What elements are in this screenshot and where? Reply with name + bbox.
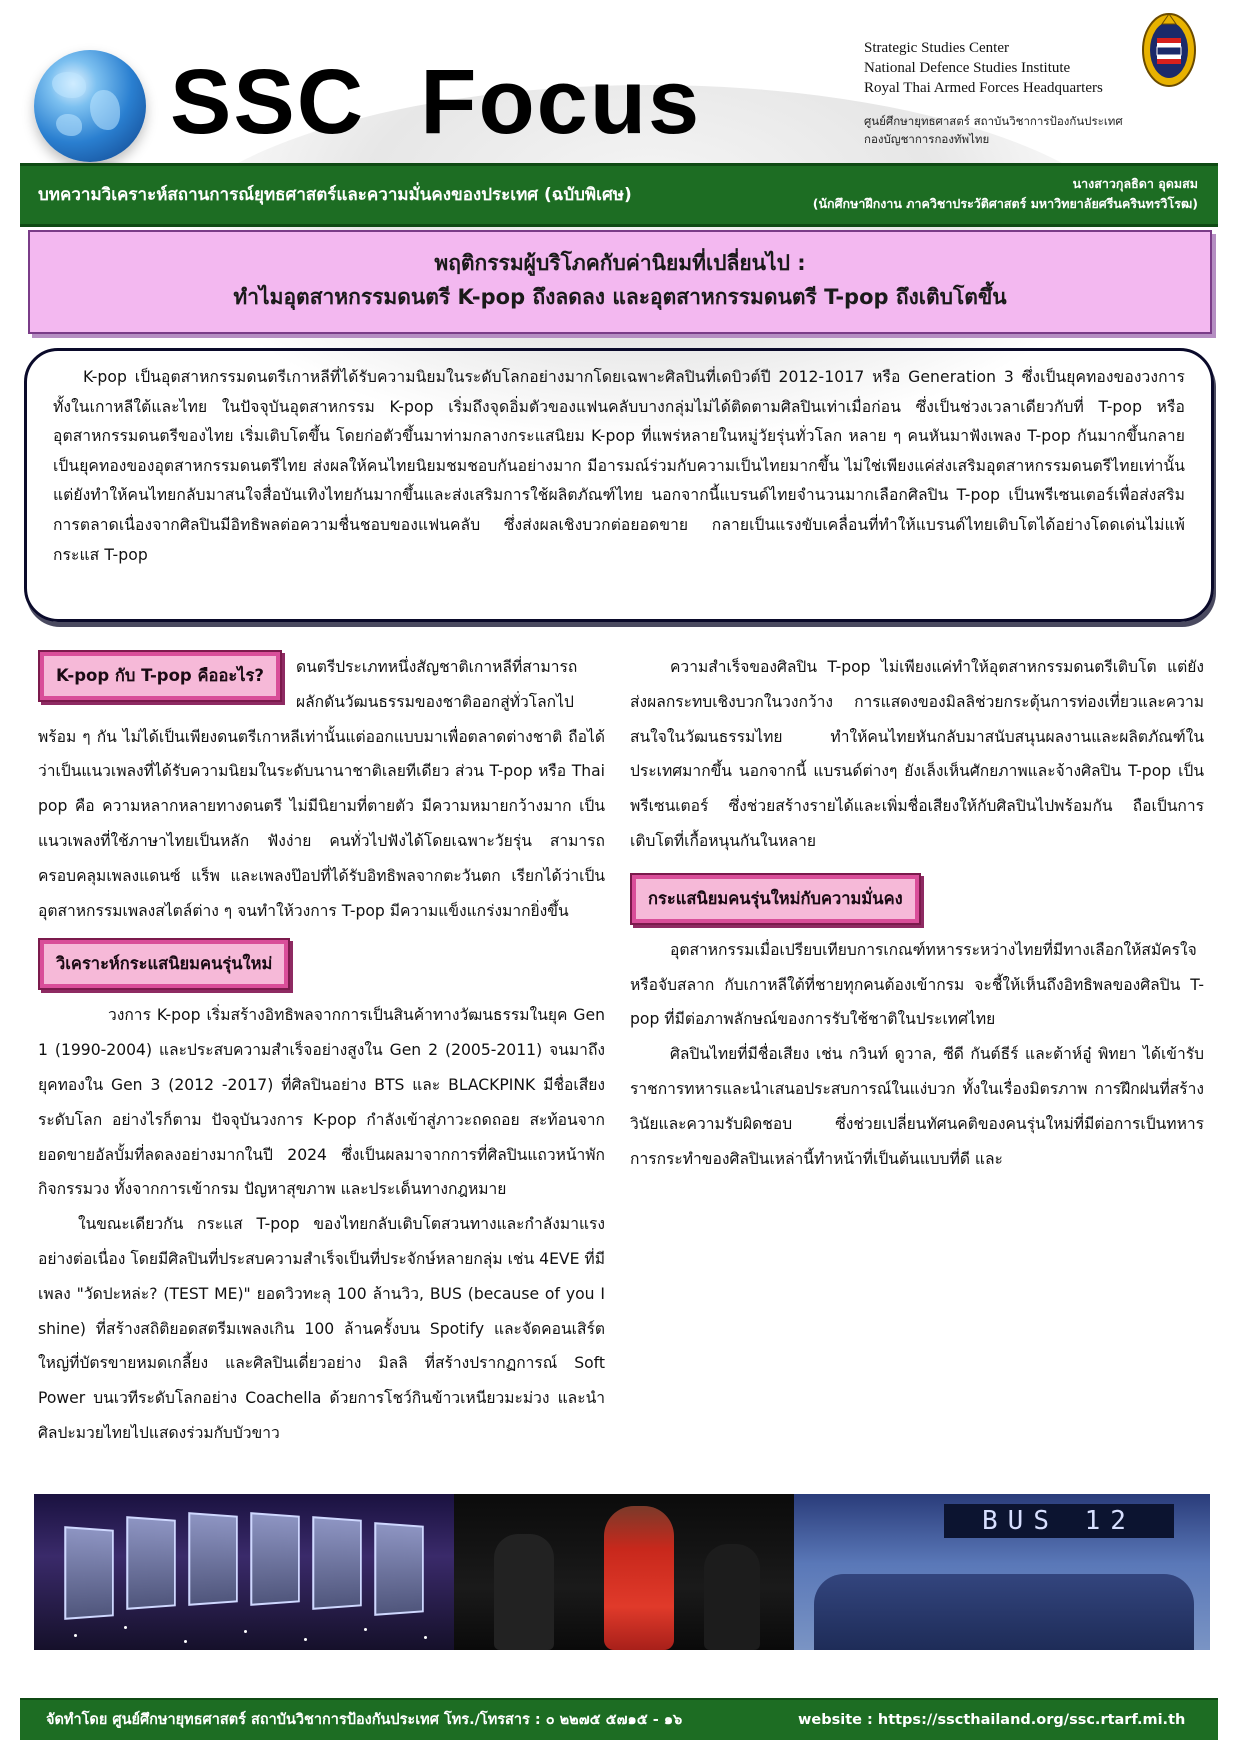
section-heading-analysis <box>38 938 290 990</box>
section-heading-security <box>630 873 921 925</box>
article-title-line2: ทำไมอุตสาหกรรมดนตรี K-pop ถึงลดลง และอุตสาหกรรมดนตรี T-pop ถึงเติบโตขึ้น <box>233 285 1007 309</box>
institution-english <box>864 38 1144 98</box>
article-title-box <box>28 230 1212 334</box>
section-heading-label: กระแสนิยมคนรุ่นใหม่กับความมั่นคง <box>636 879 915 919</box>
institution-line: Royal Thai Armed Forces Headquarters <box>864 80 1103 96</box>
stage-board-text: BUS 12 <box>944 1504 1174 1538</box>
article-title-line1: พฤติกรรมผู้บริโภคกับค่านิยมที่เปลี่ยนไป : <box>434 251 806 275</box>
institution-line: Strategic Studies Center <box>864 40 1009 56</box>
section-paragraph: ศิลปินไทยที่มีชื่อเสียง เช่น กวินท์ ดูวาล, ซีดี กันต์ธีร์ และต้าห์อู๋ พิทยา ได้เข้ารับราชการทหารและนำเสนอประสบการณ์ในแง่บวก ทั้งในเรื่องมิตรภาพ การฝึกฝนที่สร้างวินัยและความรับผิดชอบ ซึ่งช่วยเปลี่ยนทัศนคติของคนรุ่นใหม่ที่มีต่อการเป็นทหาร การกระทำของศิลปินเหล่านี้ทำหน้าที่เป็นต้นแบบที่ดี และ <box>630 1045 1204 1168</box>
abstract-box <box>24 348 1214 622</box>
footer-website-link[interactable]: website : https://sscthailand.org/ssc.rtarf.mi.th <box>798 1712 1186 1728</box>
concert-photo-group <box>794 1494 1210 1650</box>
brand-title: SSC Focus <box>170 51 702 153</box>
section-heading-label: K-pop กับ T-pop คืออะไร? <box>44 656 276 696</box>
author-block <box>813 174 1198 214</box>
banner-subtitle: บทความวิเคราะห์สถานการณ์ยุทธศาสตร์และความมั่นคงของประเทศ (ฉบับพิเศษ) <box>38 185 632 205</box>
institution-thai-line: กองบัญชาการกองทัพไทย <box>864 132 990 146</box>
author-role: (นักศึกษาฝึกงาน ภาควิชาประวัติศาสตร์ มหาวิทยาลัยศรีนครินทรวิโรฒ) <box>812 196 1198 211</box>
institution-line: National Defence Studies Institute <box>864 60 1071 76</box>
header-banner <box>20 163 1218 227</box>
globe-icon <box>34 50 146 162</box>
footer-bar <box>20 1698 1218 1740</box>
section-paragraph: ในขณะเดียวกัน กระแส T-pop ของไทยกลับเติบโตสวนทางและกำลังมาแรงอย่างต่อเนื่อง โดยมีศิลปินที่ประสบความสำเร็จเป็นที่ประจักษ์หลายกลุ่ม เช่น 4EVE ที่มีเพลง "วัดปะหล่ะ? (TEST ME)" ยอดวิวทะลุ 100 ล้านวิว, BUS (because of you I shine) ที่สร้างสถิติยอดสตรีมเพลงเกิน 100 ล้านครั้งบน Spotify และจัดคอนเสิร์ตใหญ่ที่บัตรขายหมดเกลี้ยง และศิลปินเดี่ยวอย่าง มิลลิ ที่สร้างปรากฏการณ์ Soft Power บนเวทีระดับโลกอย่าง Coachella ด้วยการโชว์กินข้าวเหนียวมะม่วง และนำศิลปะมวยไทยไปแสดงร่วมกับบัวขาว <box>38 1215 605 1442</box>
section-paragraph: อุตสาหกรรมเมื่อเปรียบเทียบการเกณฑ์ทหารระหว่างไทยที่มีทางเลือกให้สมัครใจหรือจับสลาก กับเกาหลีใต้ที่ชายทุกคนต้องเข้ากรม จะชี้ให้เห็นถึงอิทธิพลของศิลปิน T-pop ที่มีต่อภาพลักษณ์ของการรับใช้ชาติในประเทศไทย <box>630 940 1204 1029</box>
section-paragraph: วงการ K-pop เริ่มสร้างอิทธิพลจากการเป็นสินค้าทางวัฒนธรรมในยุค Gen 1 (1990-2004) และประสบความสำเร็จอย่างสูงใน Gen 2 (2005-2011) จนมาถึงยุคทองใน Gen 3 (2012 -2017) ที่ศิลปินอย่าง BTS และ BLACKPINK มีชื่อเสียงระดับโลก อย่างไรก็ตาม ปัจจุบันวงการ K-pop กำลังเข้าสู่ภาวะถดถอย สะท้อนจากยอดขายอัลบั้มที่ลดลงอย่างมากในปี 2024 ซึ่งเป็นผลมาจากการที่ศิลปินแถวหน้าพักกิจกรรมวง ทั้งจากการเข้ากรม ปัญหาสุขภาพ และประเด็นทางกฎหมาย <box>38 1006 605 1199</box>
left-column <box>38 650 605 1442</box>
section-heading-kpop-tpop <box>38 650 282 702</box>
section-heading-label: วิเคราะห์กระแสนิยมคนรุ่นใหม่ <box>44 944 284 984</box>
section-paragraph: ความสำเร็จของศิลปิน T-pop ไม่เพียงแค่ทำให้อุตสาหกรรมดนตรีเติบโต แต่ยังส่งผลกระทบเชิงบวกในวงกว้าง การแสดงของมิลลิช่วยกระตุ้นการท่องเที่ยวและความสนใจในวัฒนธรรมไทย ทำให้คนไทยหันกลับมาสนับสนุนผลงานและผลิตภัณฑ์ในประเทศมากขึ้น นอกจากนี้ แบรนด์ต่างๆ ยังเล็งเห็นศักยภาพและจ้างศิลปิน T-pop เป็นพรีเซนเตอร์ ซึ่งช่วยสร้างรายได้และเพิ่มชื่อเสียงให้กับศิลปินไปพร้อมกัน ถือเป็นการเติบโตที่เกื้อหนุนกันในหลาย <box>630 658 1204 850</box>
institution-thai-line: ศูนย์ศึกษายุทธศาสตร์ สถาบันวิชาการป้องกันประเทศ <box>864 114 1123 128</box>
concert-photo-stage-screens <box>34 1494 454 1650</box>
author-name: นางสาวกุลธิดา อุดมสม <box>1072 176 1198 191</box>
concert-photo-strip <box>34 1494 1210 1650</box>
institution-thai <box>864 112 1204 148</box>
right-column <box>630 650 1204 1176</box>
armed-forces-emblem-icon <box>1140 10 1198 90</box>
abstract-text: K-pop เป็นอุตสาหกรรมดนตรีเกาหลีที่ได้รับความนิยมในระดับโลกอย่างมากโดยเฉพาะศิลปินที่เดบิวต์ปี 2012-1017 หรือ Generation 3 ซึ่งเป็นยุคทองของวงการทั้งในเกาหลีใต้และไทย ในปัจจุบันอุตสาหกรรม K-pop เริ่มถึงจุดอิ่มตัวของแฟนคลับบางกลุ่มไม่ได้ติดตามศิลปินเท่าเมื่อก่อน ซึ่งเป็นช่วงเวลาเดียวกับที่ T-pop หรือ อุตสาหกรรมดนตรีของไทย เริ่มเติบโตขึ้น โดยก่อตัวขึ้นมาท่ามกลางกระแสนิยม K-pop ที่แพร่หลายในหมู่วัยรุ่นทั่วโลก หลาย ๆ คนหันมาฟังเพลง T-pop กันมากขึ้นกลายเป็นยุคทองของอุตสาหกรรมดนตรีไทย ส่งผลให้คนไทยนิยมชมชอบกันอย่างมาก มีอารมณ์ร่วมกับความเป็นไทยมากขึ้น ไม่ใช่เพียงแค่ส่งเสริมอุตสาหกรรมดนตรีไทยเท่านั้นแต่ยังทำให้คนไทยกลับมาสนใจสื่อบันเทิงไทยกันมากขึ้นและส่งเสริมการใช้ผลิตภัณฑ์ไทย นอกจากนี้แบรนด์ไทยจำนวนมากเลือกศิลปิน T-pop เป็นพรีเซนเตอร์เพื่อส่งสริมการตลาดเนื่องจากศิลปินมีอิทธิพลต่อความชื่นชอบของแฟนคลับ ซึ่งส่งผลเชิงบวกต่อยอดขาย กลายเป็นแรงขับเคลื่อนที่ทำให้แบรนด์ไทยเติบโตได้อย่างโดดเด่นไม่แพ้กระแส T-pop <box>53 368 1185 564</box>
section-paragraph: ดนตรีประเภทหนึ่งสัญชาติเกาหลีที่สามารถผลักดันวัฒนธรรมของชาติออกสู่ทั่วโลกไปพร้อม ๆ กัน ไม่ได้เป็นเพียงดนตรีเกาหลีเท่านั้นแต่ออกแบบมาเพื่อตลาดต่างชาติ ถือได้ว่าเป็นแนวเพลงที่ได้รับความนิยมในระดับนานาชาติเลยทีเดียว ส่วน T-pop หรือ Thai pop คือ ความหลากหลายทางดนตรี ไม่มีนิยามที่ตายตัว มีความหมายกว้างมาก เป็นแนวเพลงที่ใช้ภาษาไทยเป็นหลัก ฟังง่าย คนทั่วไปฟังได้โดยเฉพาะวัยรุ่น สามารถครอบคลุมเพลงแดนซ์ แร็พ และเพลงป๊อปที่ได้รับอิทธิพลจากตะวันตก เรียกได้ว่าเป็นอุตสาหกรรมเพลงสไตล์ต่าง ๆ จนทำให้วงการ T-pop มีความแข็งแกร่งมากยิ่งขึ้น <box>38 658 605 920</box>
concert-photo-performer <box>454 1494 794 1650</box>
footer-producer: จัดทำโดย ศูนย์ศึกษายุทธศาสตร์ สถาบันวิชาการป้องกันประเทศ โทร./โทรสาร : ๐ ๒๒๗๕ ๕๗๑๕ - ๑๖ <box>46 1712 683 1728</box>
